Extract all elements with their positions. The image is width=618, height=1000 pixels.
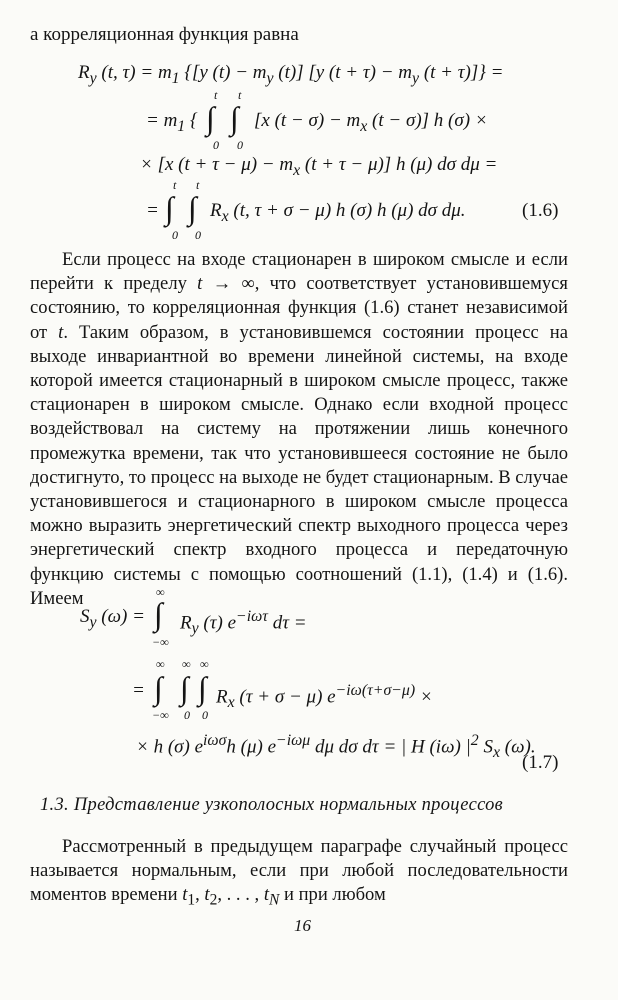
eq17-line2-start: = [132, 680, 145, 701]
eq17-int4-upper: ∞ [200, 657, 209, 671]
eq16-int1-lower: 0 [213, 138, 219, 152]
intro-line: а корреляционная функция равна [30, 24, 299, 45]
eq17-int2-lower: −∞ [152, 708, 169, 722]
paragraph-1: Если процесс на входе стационарен в широком смысле и если перейти к пределу t → ∞, что соответствует установившемуся состоянию, то корреляционная функция (1.6) станет независимой от t. Таким образом, в установившемся состоянии процесс на выходе инвариантной во времени линейной системы, на входе которой имеется стационарный в широком смысле процесс, также стационарен в широком смысле. Однако если входной процесс воздействовал на систему на протяжении лишь конечного промежутка времени, так что установившееся состояние не было достигнуто, то процесс на выходе не будет стационарным. В случае установившегося и стационарного в широком смысле процесса можно выразить энергетический спектр выходного процесса через энергетический спектр входного процесса и передаточную функцию системы с помощью соотношений (1.1), (1.4) и (1.6). Имеем [30, 249, 568, 609]
eq17-int3-sign: ∫ [180, 670, 189, 706]
section-title: 1.3. Представление узкополосных нормальных процессов [40, 795, 504, 815]
eq16-int3-lower: 0 [172, 228, 178, 242]
eq16-int3-sign: ∫ [165, 190, 174, 226]
eq16-number: (1.6) [522, 200, 559, 221]
eq16-int1-upper: t [214, 88, 218, 102]
eq16-int2-upper: t [238, 88, 242, 102]
eq17-line1-body: $R_y$ (τ) $e^{-i\omega\tau}$ dτ = [180, 608, 307, 638]
eq16-int2-lower: 0 [237, 138, 243, 152]
page-number: 16 [294, 916, 311, 935]
eq17-line1-start: $S_y$ (ω) = [80, 606, 145, 631]
eq16-line2-start: = $m_1$ { [146, 110, 198, 135]
eq16-line2-body: [x $(t - \sigma) - m_x$ (t − σ)] h (σ) × [254, 110, 488, 135]
eq17-int2-sign: ∫ [154, 670, 163, 706]
eq16-line4-start: = [146, 200, 159, 221]
eq16-int4-lower: 0 [195, 228, 201, 242]
eq17-int1-lower: −∞ [152, 635, 169, 649]
eq17-line2-body: $R_x$ (τ + σ − μ) $e^{-i\omega(\tau+\sigma-\mu)}$ × [216, 682, 433, 712]
eq16-int4-sign: ∫ [188, 190, 197, 226]
eq17-line3: × h (σ) $e^{i\omega\sigma}h$ (μ) $e^{-i\omega\mu}$ dμ dσ dτ = | H (iω) $|^2$ $S_x$ (ω). [136, 732, 536, 762]
eq17-number: (1.7) [522, 752, 559, 773]
eq16-int3-upper: t [173, 178, 177, 192]
eq17-int3-upper: ∞ [182, 657, 191, 671]
eq17-int4-lower: 0 [202, 708, 208, 722]
eq16-line1: $R_y$ (t, $\tau) = m_1$ {[y $(t) - m_y$ (t)] [y $(t + \tau) - m_y$ (t + τ)]} = [78, 62, 504, 87]
eq16-int4-upper: t [196, 178, 200, 192]
eq17-int3-lower: 0 [184, 708, 190, 722]
eq17-int2-upper: ∞ [156, 657, 165, 671]
paragraph-2: Рассмотренный в предыдущем параграфе случайный процесс называется нормальным, если при любой последовательности моментов времени $t_1$, $t_2$, . . . , $t_N$ и при любом [30, 836, 568, 910]
eq16-line4-body: $R_x$ (t, τ + σ − μ) h (σ) h (μ) dσ dμ. [210, 200, 466, 225]
eq17-int4-sign: ∫ [198, 670, 207, 706]
eq17-int1-upper: ∞ [156, 585, 165, 599]
eq16-line3: × [x $(t + \tau - \mu) - m_x$ (t + τ − μ)] h (μ) dσ dμ = [140, 154, 498, 179]
eq16-int1-sign: ∫ [206, 100, 215, 136]
eq16-int2-sign: ∫ [230, 100, 239, 136]
eq17-int1-sign: ∫ [154, 596, 163, 632]
